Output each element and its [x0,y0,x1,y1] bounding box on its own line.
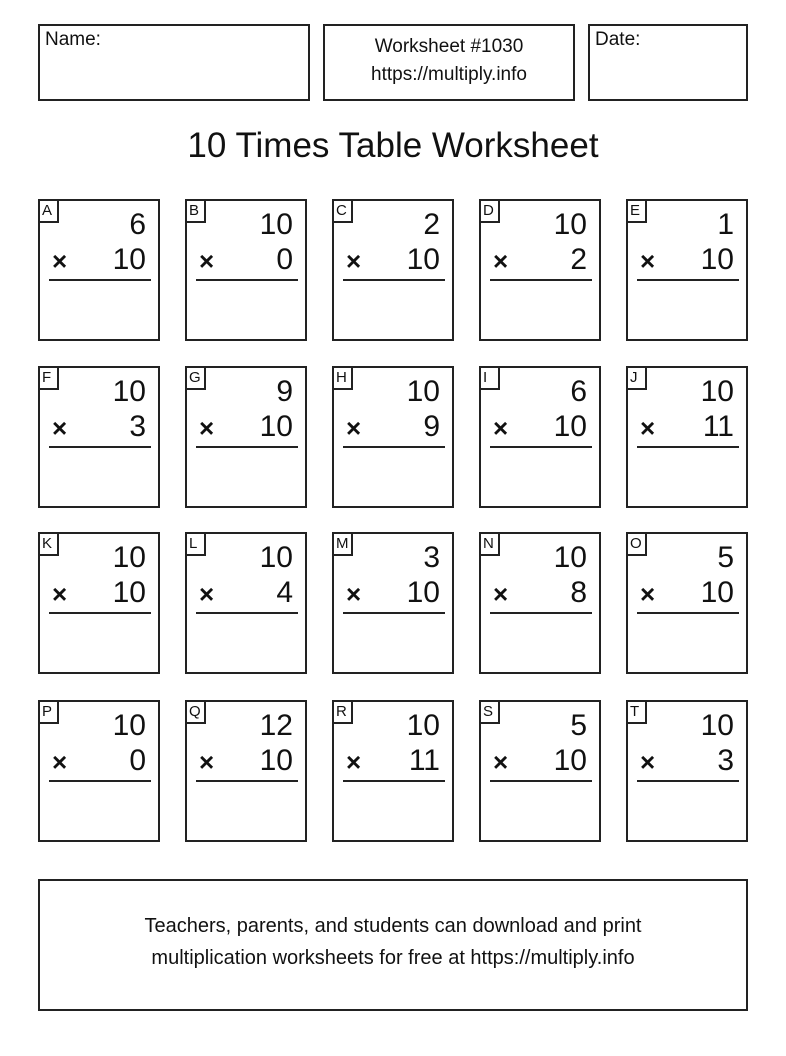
problem-label: Q [185,700,206,724]
multiplicand: 10 [553,208,587,241]
problem-card[interactable] [479,532,601,674]
multiplicand: 10 [406,375,440,408]
answer-line [343,780,445,782]
multiply-icon: × [346,747,362,777]
problem-label: F [38,366,59,390]
multiplier: 10 [112,576,146,609]
multiplicand: 10 [259,541,293,574]
multiplier: 10 [553,410,587,443]
multiplier: 10 [406,243,440,276]
multiplier: 0 [129,744,146,777]
problem-label: D [479,199,500,223]
multiply-icon: × [493,747,509,777]
problem-label: S [479,700,500,724]
problem-label: N [479,532,500,556]
problem-card[interactable] [185,700,307,842]
answer-line [490,612,592,614]
multiplier: 10 [553,744,587,777]
answer-line [343,612,445,614]
worksheet-info-box [323,24,575,101]
multiplier: 0 [276,243,293,276]
multiply-icon: × [346,579,362,609]
multiply-icon: × [640,246,656,276]
problem-label: C [332,199,353,223]
answer-line [637,780,739,782]
multiply-icon: × [52,246,68,276]
answer-line [49,279,151,281]
problem-card[interactable] [185,532,307,674]
multiplier: 2 [570,243,587,276]
problem-label: L [185,532,206,556]
multiplicand: 6 [129,208,146,241]
multiply-icon: × [199,747,215,777]
multiplicand: 10 [406,709,440,742]
problem-card[interactable] [626,199,748,341]
worksheet-url: https://multiply.info [371,64,527,85]
problem-card[interactable] [479,700,601,842]
answer-line [343,446,445,448]
footer-line-2: multiplication worksheets for free at https://multiply.info [151,947,635,969]
problem-card[interactable] [332,700,454,842]
multiply-icon: × [199,413,215,443]
problem-label: A [38,199,59,223]
multiplier: 10 [700,243,734,276]
answer-line [49,446,151,448]
multiplicand: 5 [570,709,587,742]
footer-line-1: Teachers, parents, and students can download and print [144,915,642,937]
multiply-icon: × [199,579,215,609]
problem-card[interactable] [38,199,160,341]
date-label: Date: [595,29,641,50]
problem-card[interactable] [479,199,601,341]
problem-label: J [626,366,647,390]
answer-line [343,279,445,281]
multiply-icon: × [640,579,656,609]
multiplicand: 10 [700,709,734,742]
problem-card[interactable] [332,532,454,674]
multiplicand: 3 [423,541,440,574]
multiplicand: 10 [112,541,146,574]
footer-box [38,879,748,1011]
answer-line [637,612,739,614]
problem-card[interactable] [626,366,748,508]
answer-line [196,446,298,448]
worksheet-number: Worksheet #1030 [374,36,524,57]
multiplicand: 10 [700,375,734,408]
problem-card[interactable] [185,199,307,341]
answer-line [196,612,298,614]
name-label: Name: [45,29,101,50]
answer-line [49,780,151,782]
multiplier: 10 [259,410,293,443]
multiplier: 3 [129,410,146,443]
multiplier: 10 [700,576,734,609]
multiplicand: 10 [112,375,146,408]
answer-line [490,279,592,281]
multiplier: 10 [406,576,440,609]
multiplier: 11 [408,744,440,777]
answer-line [49,612,151,614]
answer-line [637,446,739,448]
multiplicand: 2 [423,208,440,241]
problem-label: O [626,532,647,556]
multiply-icon: × [199,246,215,276]
page-title: 10 Times Table Worksheet [187,126,599,165]
multiply-icon: × [640,747,656,777]
multiply-icon: × [52,747,68,777]
problem-card[interactable] [332,366,454,508]
multiplier: 11 [702,410,734,443]
name-field[interactable] [38,24,310,101]
answer-line [490,780,592,782]
multiply-icon: × [640,413,656,443]
problem-card[interactable] [332,199,454,341]
problem-card[interactable] [38,532,160,674]
problem-label: B [185,199,206,223]
answer-line [196,780,298,782]
multiplicand: 1 [717,208,734,241]
problem-card[interactable] [38,366,160,508]
multiplicand: 10 [112,709,146,742]
multiplier: 3 [717,744,734,777]
multiply-icon: × [52,579,68,609]
problem-card[interactable] [626,532,748,674]
multiplicand: 9 [276,375,293,408]
multiply-icon: × [346,246,362,276]
problem-label: T [626,700,647,724]
date-field[interactable] [588,24,748,101]
problem-label: G [185,366,206,390]
multiply-icon: × [52,413,68,443]
multiply-icon: × [493,413,509,443]
multiplier: 10 [259,744,293,777]
multiplier: 4 [276,576,293,609]
problem-label: E [626,199,647,223]
problem-label: K [38,532,59,556]
problem-card[interactable] [479,366,601,508]
multiplicand: 12 [259,709,293,742]
multiply-icon: × [346,413,362,443]
answer-line [637,279,739,281]
problem-label: P [38,700,59,724]
problem-card[interactable] [38,700,160,842]
multiplicand: 5 [717,541,734,574]
problem-card[interactable] [626,700,748,842]
multiplicand: 10 [553,541,587,574]
multiplicand: 10 [259,208,293,241]
multiplicand: 6 [570,375,587,408]
multiply-icon: × [493,246,509,276]
answer-line [490,446,592,448]
answer-line [196,279,298,281]
problem-label: R [332,700,353,724]
problem-label: M [332,532,353,556]
multiplier: 8 [570,576,587,609]
problem-card[interactable] [185,366,307,508]
problem-label: I [479,366,500,390]
problem-label: H [332,366,353,390]
multiplier: 9 [423,410,440,443]
multiply-icon: × [493,579,509,609]
multiplier: 10 [112,243,146,276]
